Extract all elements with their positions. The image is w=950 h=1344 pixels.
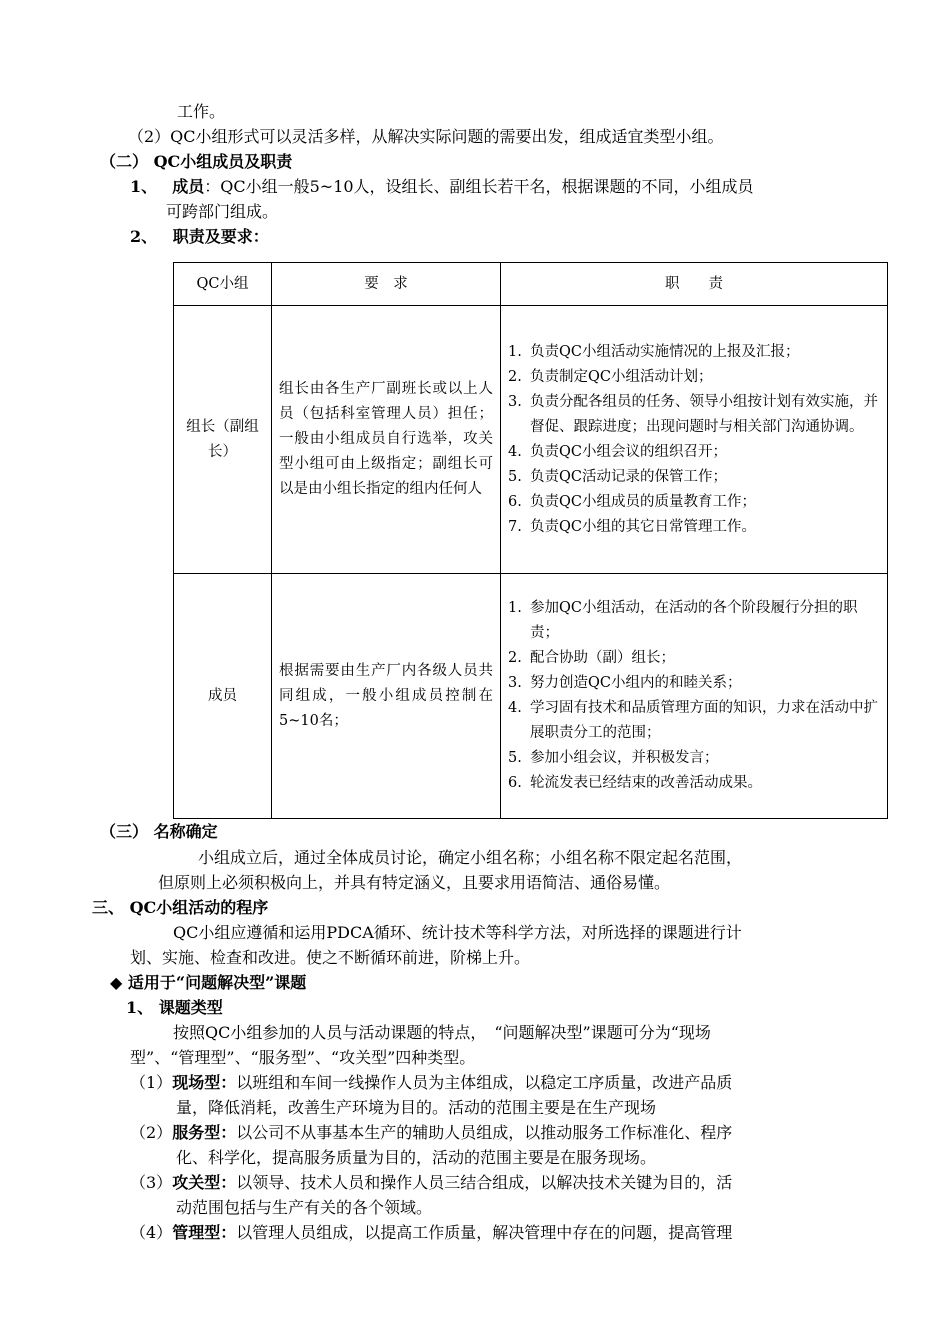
row-member-duties: [501, 574, 888, 819]
duty-item: 2. 配合协助（副）组长；: [508, 650, 675, 666]
type-item-3: （3）攻关型：以领导、技术人员和操作人员三结合组成，以解决技术关键为目的，活: [130, 1173, 733, 1192]
table-header-row: [174, 263, 888, 306]
part3-line2: 划、实施、检查和改进。使之不断循环前进，阶梯上升。: [130, 948, 531, 967]
type-item-1-cont: 量，降低消耗，改善生产环境为目的。活动的范围主要是在生产现场: [176, 1098, 657, 1117]
row-member-group: 成员: [174, 574, 272, 819]
item1-cont: 可跨部门组成。: [166, 202, 279, 221]
header-duties: 职 责: [501, 263, 888, 306]
duty-item: 7. 负责QC小组的其它日常管理工作。: [508, 518, 756, 535]
sub1-heading: 1、 课题类型: [126, 998, 223, 1017]
duty-item: 5. 参加小组会议，并积极发言；: [508, 750, 719, 766]
part3-heading: 三、 QC小组活动的程序: [92, 898, 269, 917]
types-line1: 按照QC小组参加的人员与活动课题的特点， “问题解决型”课题可分为“现场: [173, 1023, 711, 1042]
duty-item: 3. 负责分配各组员的任务、领导小组按计划有效实施，并督促、跟踪进度；出现问题时与相关部门沟通协调。: [508, 393, 878, 435]
duty-item: 2. 负责制定QC小组活动计划；: [508, 368, 713, 385]
types-line2: 型”、“管理型”、“服务型”、“攻关型”四种类型。: [130, 1048, 476, 1067]
section2-item2: [130, 225, 269, 249]
duty-item: 1. 负责QC小组活动实施情况的上报及汇报；: [508, 343, 800, 360]
duty-item: 4. 负责QC小组会议的组织召开；: [508, 443, 727, 460]
row-member-requirement: 根据需要由生产厂内各级人员共同组成，一般小组成员控制在5~10名；: [272, 574, 501, 819]
type-item-2-cont: 化、科学化，提高服务质量为目的，活动的范围主要是在服务现场。: [176, 1148, 657, 1167]
intro-line-work: 工作。: [177, 102, 226, 121]
duty-item: 6. 负责QC小组成员的质量教育工作；: [508, 493, 756, 510]
type-item-2: （2）服务型：以公司不从事基本生产的辅助人员组成，以推动服务工作标准化、程序: [130, 1123, 733, 1142]
section2-item1: [130, 175, 754, 199]
header-requirement: 要 求: [272, 263, 501, 306]
row-leader-group: 组长（副组长）: [174, 306, 272, 574]
type-item-4: （4）管理型：以管理人员组成，以提高工作质量，解决管理中存在的问题，提高管理: [130, 1223, 733, 1242]
section2-heading: （二） QC小组成员及职责: [100, 152, 293, 171]
type-item-3-cont: 动范围包括与生产有关的各个领域。: [176, 1198, 433, 1217]
row-leader-requirement: 组长由各生产厂副班长或以上人员（包括科室管理人员）担任；一般由小组成员自行选举，攻关型小组可由上级指定；副组长可以是由小组长指定的组内任何人: [272, 306, 501, 574]
section3-line2: 但原则上必须积极向上，并具有特定涵义，且要求用语简洁、通俗易懂。: [158, 873, 671, 892]
duty-item: 5. 负责QC活动记录的保管工作；: [508, 468, 727, 485]
bullet-problem-solving: [110, 971, 306, 995]
item1-text: ：QC小组一般5~10人，设组长、副组长若干名，根据课题的不同，小组成员: [204, 177, 754, 196]
table-row-leader: [174, 306, 888, 574]
duty-item: 4. 学习固有技术和品质管理方面的知识，力求在活动中扩展职责分工的范围；: [508, 700, 878, 741]
item2-num: 2、: [130, 227, 158, 246]
item1-label: 成员: [172, 177, 205, 196]
type-item-1: （1）现场型：以班组和车间一线操作人员为主体组成，以稳定工序质量，改进产品质: [130, 1073, 733, 1092]
section3-line1: 小组成立后，通过全体成员讨论，确定小组名称；小组名称不限定起名范围，: [198, 848, 743, 867]
duty-item: 3. 努力创造QC小组内的和睦关系；: [508, 675, 742, 691]
item1-num: 1、: [130, 177, 158, 196]
part3-line1: QC小组应遵循和运用PDCA循环、统计技术等科学方法，对所选择的课题进行计: [173, 923, 742, 942]
row-leader-duties: [501, 306, 888, 574]
bullet-text: 适用于“问题解决型”课题: [127, 973, 307, 992]
header-group: QC小组: [174, 263, 272, 306]
section3-heading: （三） 名称确定: [100, 822, 218, 841]
item2-label: 职责及要求：: [172, 227, 269, 246]
diamond-bullet-icon: ◆: [110, 973, 123, 992]
table-row-member: [174, 574, 888, 819]
duties-table: [173, 262, 888, 819]
duty-item: 6. 轮流发表已经结束的改善活动成果。: [508, 775, 762, 791]
intro-point-2: （2）QC小组形式可以灵活多样，从解决实际问题的需要出发，组成适宜类型小组。: [128, 127, 724, 146]
duty-item: 1. 参加QC小组活动，在活动的各个阶段履行分担的职责；: [508, 600, 858, 641]
